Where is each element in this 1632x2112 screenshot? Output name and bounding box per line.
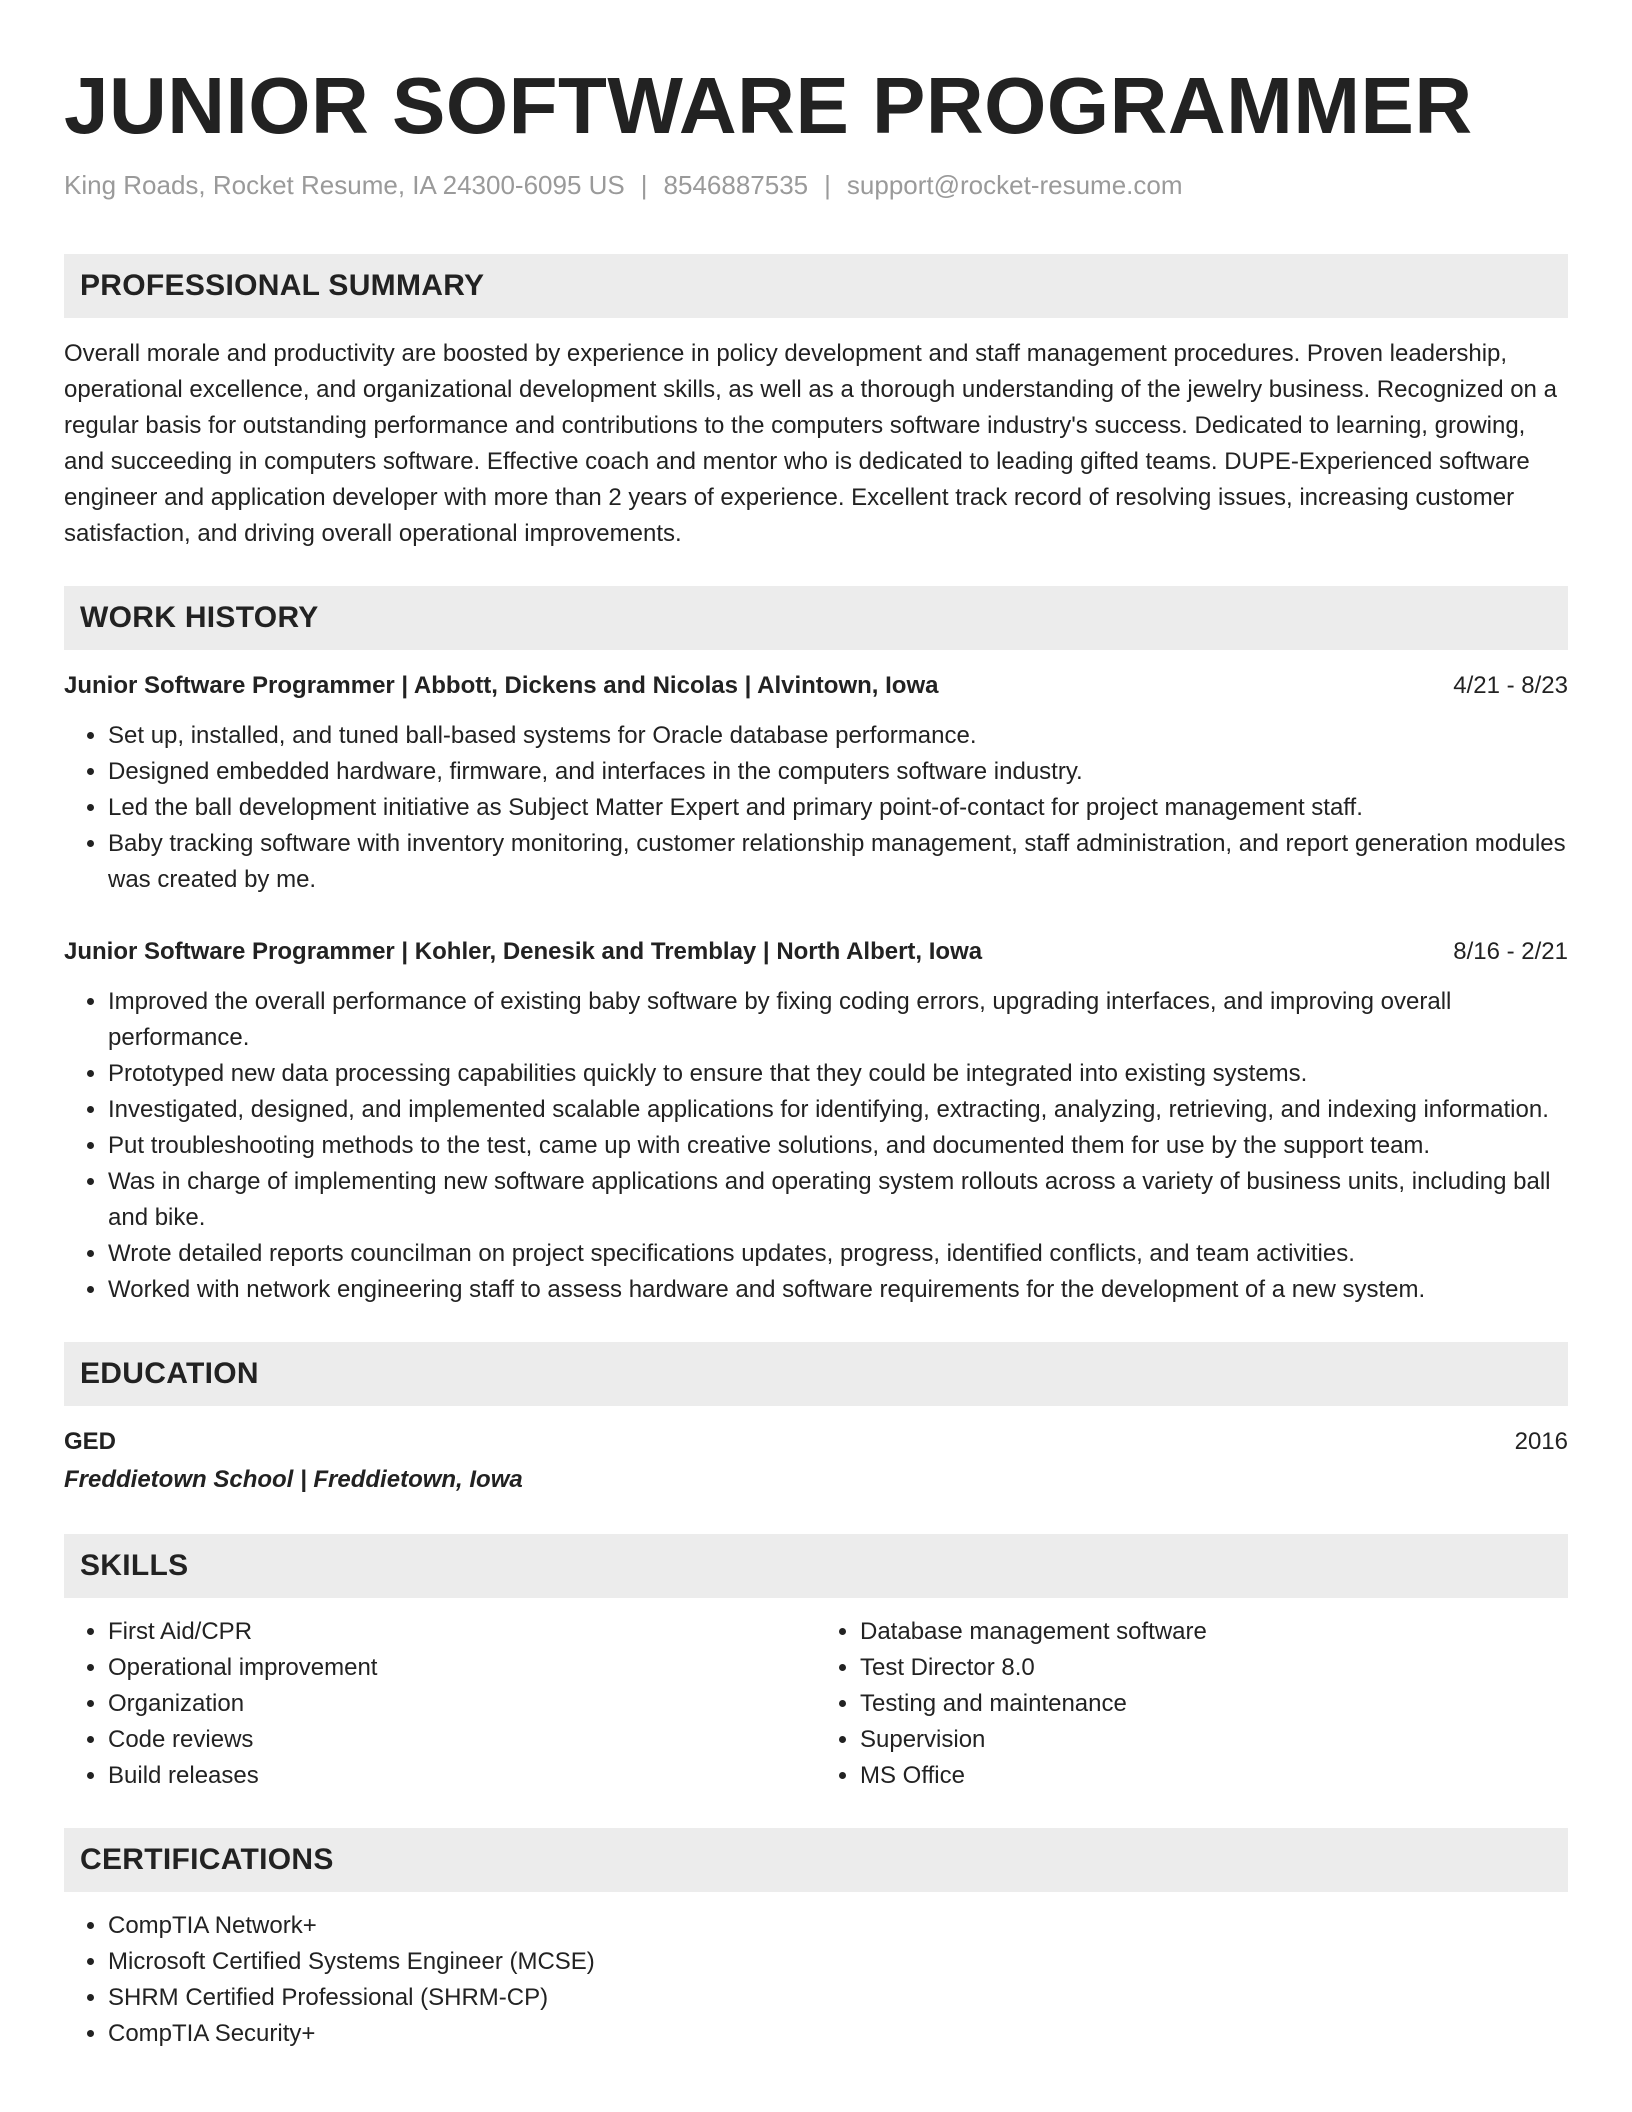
job-bullet: • Led the ball development initiative as Subject Matter Expert and primary point-of-contact for project management staff. — [108, 790, 1568, 826]
job-dates: 4/21 - 8/23 — [1453, 672, 1568, 699]
job-bullet: • Prototyped new data processing capabilities quickly to ensure that they could be integrated into existing systems. — [108, 1056, 1568, 1092]
job-header — [64, 668, 1568, 704]
job-title: Junior Software Programmer | Kohler, Denesik and Tremblay | North Albert, Iowa — [64, 938, 983, 965]
certifications-list — [64, 1908, 1568, 2052]
section-heading-education: EDUCATION — [64, 1342, 1568, 1406]
job-entry — [64, 934, 1568, 1308]
skill-item: • Testing and maintenance — [860, 1686, 1568, 1722]
contact-separator: | — [640, 170, 648, 200]
skills-list-left — [64, 1614, 816, 1794]
summary-text: Overall morale and productivity are boosted by experience in policy development and staff management procedures. Proven leadership, operational excellence, and organizational development skills, as well as a thorough understanding of the jewelry business. Recognized on a regular basis for outstanding performance and contributions to the computers software industry's success. Dedicated to learning, growing, and succeeding in computers software. Effective coach and mentor who is dedicated to leading gifted teams. DUPE-Experienced software engineer and application developer with more than 2 years of experience. Excellent track record of resolving issues, increasing customer satisfaction, and driving overall operational improvements. — [64, 340, 1557, 547]
candidate-name: JUNIOR SOFTWARE PROGRAMMER — [64, 61, 1473, 150]
education-degree: GED — [64, 1428, 117, 1455]
job-bullet: • Designed embedded hardware, firmware, and interfaces in the computers software industry. — [108, 754, 1568, 790]
skill-item: • Database management software — [860, 1614, 1568, 1650]
job-header — [64, 934, 1568, 970]
job-bullets — [64, 984, 1568, 1308]
skill-item: • Build releases — [108, 1758, 816, 1794]
contact-phone: 8546887535 — [663, 170, 809, 200]
contact-separator: | — [824, 170, 831, 200]
certification-item: • Microsoft Certified Systems Engineer (MCSE) — [108, 1944, 1568, 1980]
skill-item: • Test Director 8.0 — [860, 1650, 1568, 1686]
skill-item: • Code reviews — [108, 1722, 816, 1758]
skill-item: • Operational improvement — [108, 1650, 816, 1686]
job-bullet: • Improved the overall performance of existing baby software by fixing coding errors, upgrading interfaces, and improving overall performance. — [108, 984, 1568, 1056]
job-entry — [64, 668, 1568, 898]
contact-address: King Roads, Rocket Resume, IA 24300-6095 US — [64, 170, 625, 200]
skill-item: • Organization — [108, 1686, 816, 1722]
job-bullet: • Wrote detailed reports councilman on project specifications updates, progress, identified conflicts, and team activities. — [108, 1236, 1568, 1272]
contact-email: support@rocket-resume.com — [846, 170, 1183, 200]
skills-list-right — [816, 1614, 1568, 1794]
education-header — [64, 1424, 1568, 1460]
education-year: 2016 — [1514, 1428, 1568, 1455]
skills-columns — [64, 1614, 1568, 1794]
certification-item: • SHRM Certified Professional (SHRM-CP) — [108, 1980, 1568, 2016]
job-bullet: • Investigated, designed, and implemented scalable applications for identifying, extracting, analyzing, retrieving, and indexing information. — [108, 1092, 1568, 1128]
certification-item: • CompTIA Security+ — [108, 2016, 1568, 2052]
contact-line — [64, 168, 1568, 202]
section-heading-skills: SKILLS — [64, 1534, 1568, 1598]
job-bullet: • Was in charge of implementing new software applications and operating system rollouts across a variety of business units, including ball and bike. — [108, 1164, 1568, 1236]
job-dates: 8/16 - 2/21 — [1453, 938, 1568, 965]
skill-item: • MS Office — [860, 1758, 1568, 1794]
job-bullet: • Baby tracking software with inventory monitoring, customer relationship management, staff administration, and report generation modules was created by me. — [108, 826, 1568, 898]
skill-item: • First Aid/CPR — [108, 1614, 816, 1650]
job-title: Junior Software Programmer | Abbott, Dickens and Nicolas | Alvintown, Iowa — [64, 672, 939, 699]
job-bullets — [64, 718, 1568, 898]
certification-item: • CompTIA Network+ — [108, 1908, 1568, 1944]
section-heading-work-history: WORK HISTORY — [64, 586, 1568, 650]
section-heading-certifications: CERTIFICATIONS — [64, 1828, 1568, 1892]
education-school: Freddietown School | Freddietown, Iowa — [64, 1466, 523, 1493]
job-bullet: • Worked with network engineering staff to assess hardware and software requirements for the development of a new system. — [108, 1272, 1568, 1308]
job-bullet: • Set up, installed, and tuned ball-based systems for Oracle database performance. — [108, 718, 1568, 754]
section-heading-summary: PROFESSIONAL SUMMARY — [64, 254, 1568, 318]
skill-item: • Supervision — [860, 1722, 1568, 1758]
job-bullet: • Put troubleshooting methods to the test, came up with creative solutions, and documented them for use by the support team. — [108, 1128, 1568, 1164]
